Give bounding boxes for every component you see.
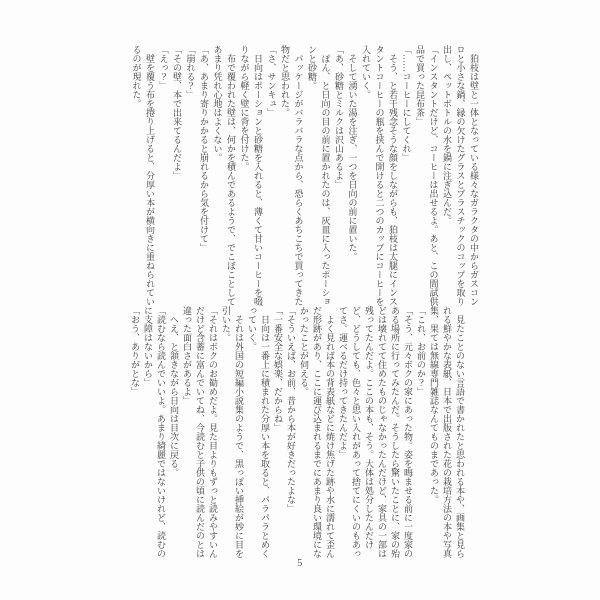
novel-paragraph: 見たことのない言語で書かれたと思われる本や、画集と見られる鮮やかな表紙、日本で出版された花の栽培方法の本や写真集、果ては無線専門雑誌なんてものまであった。 [429,306,465,558]
novel-paragraph: 狛枝は壁と一体となっている様々なガラクタの中からガスコンロと小さな鍋、縁の欠けたグラスとプラスチックのコップを取り出し、ペットボトルの水を鍋に注ぎ込んだ。 [442,45,479,306]
novel-paragraph: 「読むなら読んでいいよ。あまり綺麗ではないけれど、読むのに支障はないから」 [143,306,166,558]
novel-paragraph: よく見れば本の背表紙などに焼け焦げた跡や水に濡れて歪んだ形跡があり、ここに運び込まれるまでにあまり良い環境になかったことが伺える。 [299,306,335,558]
novel-paragraph: 「そういえば、お前、昔から本が好きだったよな」 [286,306,296,513]
novel-paragraph: 「そう、元々ボクの家にあった物。姿を晦ませる前に一度家のある場所に行ってみたんだ。そうしたら驚いたことに、家の殆どは壊れてて住めたものじゃなかったんだけど、家具の一部は残ってたんだよ。ここの本も、そう。大体は処分したんだけど、どうしても、色々と思い入れがあって捨てにくいのもあってさ。運べるだけ持ってきたんだよ」 [338,306,413,558]
novel-paragraph: 「えっ？」 [158,45,169,90]
novel-paragraph: パッケージがバラバラな点から、恐らくあちこちで買ってきた物だと思われた。 [280,45,304,306]
novel-paragraph: そう、と若干残念そうな顔をしながらも、狛枝は太腿にインスタントコーヒーの瓶を挟んで開けると二つのカップにコーヒーを入れていく。 [361,45,398,306]
novel-paragraph: ぽん、と日向の目の前に置かれたのは、灰皿に入ったポーションと砂糖。 [307,45,331,306]
novel-paragraph: 壁を覆う布を捲り上げると、分厚い本が横向きに重ねられているのが現れた。 [131,45,155,306]
novel-paragraph: 「インスタントだけど、コーヒーは出せるよ。あと、この間試供品で買った昆布茶」 [415,45,439,306]
novel-paragraph: 「崩れる？」 [185,45,196,99]
upper-text-block [128,45,480,306]
novel-paragraph: そして湧いた湯を注ぎ、一つを日向の前に置いた。 [347,45,358,261]
novel-paragraph: 「それはボクのお勧めだよ。見た目よりもずっと読みやすいんだけど含蓄に富んでいてね、今読むと子供の頃に読んだのとは違った面白さがあるよ」 [182,306,218,558]
novel-paragraph: 「おう、ありがとな」 [130,306,140,396]
novel-paragraph: 「あ、あまり寄りかかると崩れるから気を付けて」 [199,45,209,252]
novel-paragraph: 「あ、砂糖とミルクは沢山あるよ」 [334,45,344,189]
novel-paragraph: 「一番安全な娯楽、だからね」 [273,306,283,432]
novel-paragraph: 日向はポーションと砂糖を入れると、薄くて甘いコーヒーを啜りながら軽く壁に背を付けた。 [239,45,263,306]
novel-paragraph: それは外国の短編小説集のようで、黒っぽい挿絵が妙に目を引いた。 [221,306,244,558]
novel-paragraph: 日向は一番上に積まれた分厚い本を取ると、パラパラとめくっていく。 [247,306,270,558]
novel-paragraph: 「これ、お前のか？」 [416,306,426,396]
novel-paragraph: 「さ、サンキュ」 [266,45,277,117]
novel-paragraph: 「その壁、本で出来てるんだよ」 [172,45,182,180]
novel-paragraph: 布で覆われた壁は、何かを積んであるようで、でこぼことしてあまり凭れ心地はよくない。 [212,45,236,306]
novel-paragraph: へえ、と頷きながら日向は目次に戻る。 [169,306,179,477]
page-number: 5 [297,558,303,569]
novel-paragraph: 「……コーヒーにしてくれ」 [401,45,412,162]
lower-text-block [126,306,466,558]
